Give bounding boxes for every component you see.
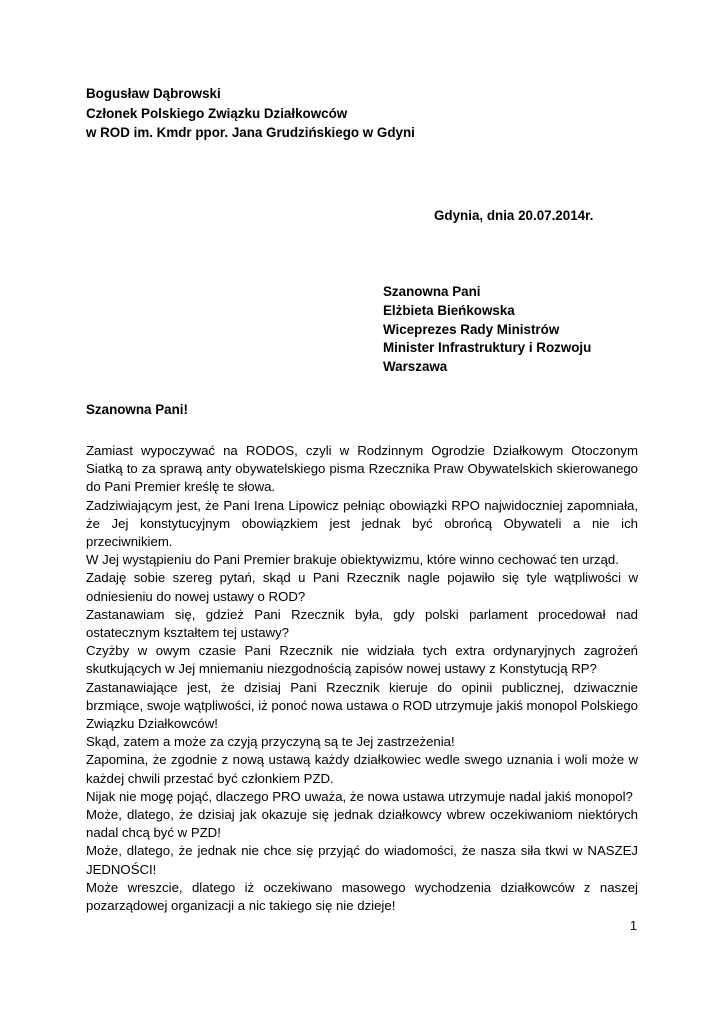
- recipient-line-2: Elżbieta Bieńkowska: [383, 302, 515, 318]
- recipient-block: [383, 283, 591, 377]
- letter-body: [86, 442, 638, 915]
- body-paragraph: W Jej wystąpieniu do Pani Premier brakuje obiektywizmu, które winno cechować ten urząd.: [86, 552, 619, 568]
- recipient-line-3: Wiceprezes Rady Ministrów: [383, 321, 560, 337]
- sender-block: [86, 84, 415, 143]
- body-paragraph: Zastanawiam się, gdzież Pani Rzecznik była, gdy polski parlament procedował nad ostatecznym kształtem tej ustawy?: [86, 606, 638, 641]
- sender-role: Członek Polskiego Związku Działkowców: [86, 105, 348, 121]
- recipient-line-4: Minister Infrastruktury i Rozwoju: [383, 340, 592, 356]
- body-paragraph: Zamiast wypoczywać na RODOS, czyli w Rodzinnym Ogrodzie Działkowym Otoczonym Siatką to za sprawą anty obywatelskiego pisma Rzecznika Praw Obywatelskich skierowanego do Pani Premier kreślę te słowa.: [86, 443, 638, 495]
- body-paragraph: Zadaję sobie szereg pytań, skąd u Pani Rzecznik nagle pojawiło się tyle wątpliwości w odniesieniu do nowej ustawy o ROD?: [86, 570, 638, 604]
- body-paragraph: Nijak nie mogę pojąć, dlaczego PRO uważa, że nowa ustawa utrzymuje nadal jakiś monopol?: [86, 788, 633, 804]
- salutation: Szanowna Pani!: [86, 402, 188, 417]
- recipient-line-5: Warszawa: [383, 359, 448, 375]
- body-paragraph: Zadziwiającym jest, że Pani Irena Lipowicz pełniąc obowiązki RPO najwidoczniej zapomniała, że Jej konstytucyjnym obowiązkiem jest jednak być obrońcą Obywateli a nie ich przeciwnikiem.: [86, 497, 638, 550]
- sender-location: w ROD im. Kmdr ppor. Jana Grudzińskiego w Gdyni: [86, 125, 415, 140]
- sender-name: Bogusław Dąbrowski: [86, 86, 221, 101]
- body-paragraph: Skąd, zatem a może za czyją przyczyną są te Jej zastrzeżenia!: [86, 734, 455, 750]
- body-paragraph: Zapomina, że zgodnie z nową ustawą każdy działkowiec wedle swego uznania i woli może w każdej chwili przestać być członkiem PZD.: [86, 752, 638, 786]
- body-paragraph: Może, dlatego, że jednak nie chce się przyjąć do wiadomości, że nasza siła tkwi w NASZEJ JEDNOŚCI!: [86, 843, 638, 877]
- body-paragraph: Zastanawiające jest, że dzisiaj Pani Rzecznik kieruje do opinii publicznej, dziwacznie brzmiące, swoje wątpliwości, iż ponoć nowa ustawa o ROD utrzymuje jakiś monopol Polskiego Związku Działkowców!: [86, 679, 638, 732]
- body-paragraph: Może, dlatego, że dzisiaj jak okazuje się jednak działkowcy wbrew oczekiwaniom niektórych nadal chcą być w PZD!: [86, 807, 638, 841]
- body-paragraph: Czyżby w owym czasie Pani Rzecznik nie widziała tych extra ordynaryjnych zagrożeń skutkujących w Jej mniemaniu niezgodnością zapisów nowej ustawy z Konstytucją RP?: [86, 643, 638, 677]
- body-paragraph: Może wreszcie, dlatego iż oczekiwano masowego wychodzenia działkowców z naszej pozarządowej organizacji a nic takiego się nie dzieje!: [86, 879, 638, 914]
- page-number: 1: [630, 919, 637, 933]
- letter-date: Gdynia, dnia 20.07.2014r.: [434, 208, 594, 223]
- recipient-line-1: Szanowna Pani: [383, 284, 481, 299]
